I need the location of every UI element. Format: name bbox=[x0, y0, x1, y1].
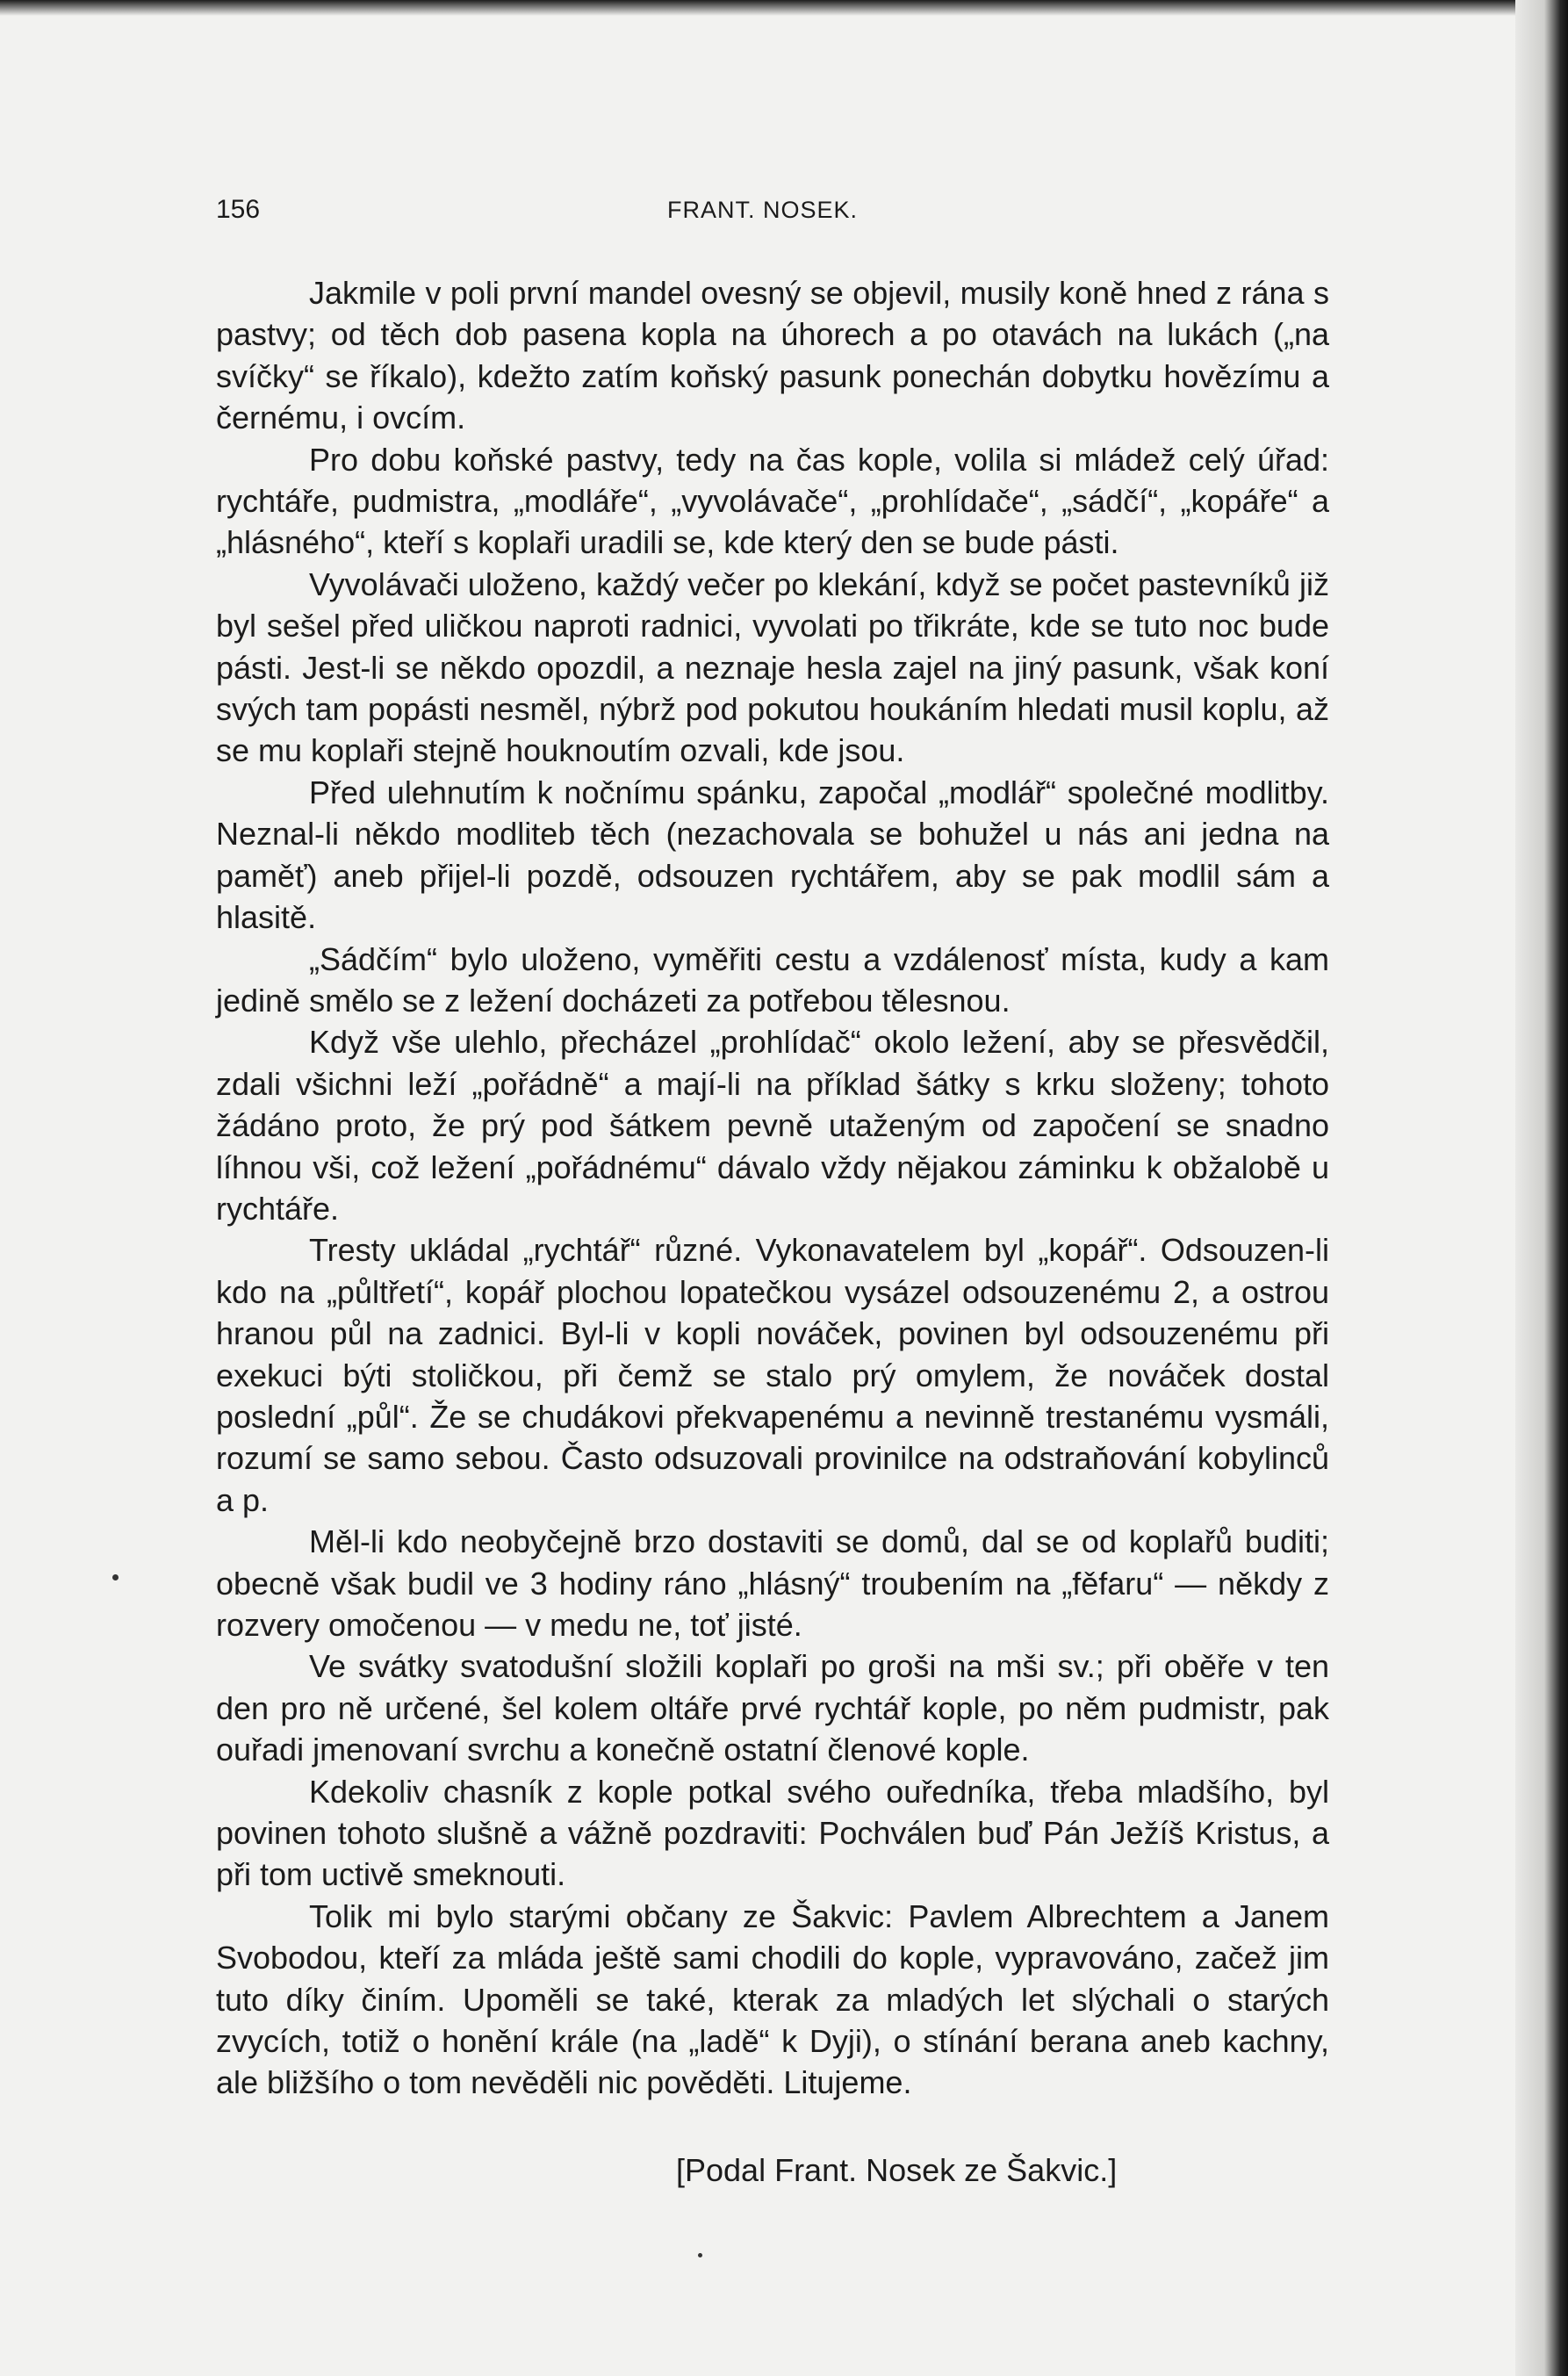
page-header bbox=[216, 195, 1357, 230]
ink-speck bbox=[112, 1574, 119, 1580]
ink-speck bbox=[698, 2253, 702, 2257]
signature: [Podal Frant. Nosek ze Šakvic.] bbox=[676, 2152, 1118, 2188]
paragraph: Ve svátky svatodušní složili koplaři po groši na mši sv.; při oběře v ten den pro ně určené, šel kolem oltáře prvé rychtář kople, po něm pudmistr, pak ouřadi jmenovaní svrchu a konečně ostatní členové kople. bbox=[216, 1648, 1329, 1768]
paragraph: Vyvolávači uloženo, každý večer po klekání, když se počet pastevníků již byl sešel před uličkou naproti radnici, vyvolati po třikráte, kde se tuto noc bude pásti. Jest-li se někdo opozdil, a neznaje hesla zajel na jiný pasunk, však koní svých tam popásti nesměl, nýbrž pod pokutou houkáním hledati musil koplu, až se mu koplaři stejně houknoutím ozvali, kde jsou. bbox=[216, 565, 1329, 769]
paragraph: Měl-li kdo neobyčejně brzo dostaviti se domů, dal se od koplařů buditi; obecně však budil ve 3 hodiny ráno „hlásný“ troubením na „fěfaru“ — někdy z rozvery omočenou — v medu ne, toť jisté. bbox=[216, 1523, 1329, 1643]
page-number: 156 bbox=[216, 195, 261, 224]
paragraph: Když vše ulehlo, přecházel „prohlídač“ okolo ležení, aby se přesvědčil, zdali všichni leží „pořádně“ a mají-li na příklad šátky s krku složeny; tohoto žádáno proto, že prý pod šátkem pevně utaženým od započení se snadno líhnou vši, což ležení „pořádnému“ dávalo vždy nějakou záminku k obžalobě u rychtáře. bbox=[216, 1024, 1329, 1227]
body-text bbox=[216, 272, 1329, 2104]
scan-page-edge bbox=[1515, 0, 1568, 2376]
paragraph: Tolik mi bylo starými občany ze Šakvic: Pavlem Albrechtem a Janem Svobodou, kteří za mláda ještě sami chodili do kople, vypravováno, začež jim tuto díky činím. Upoměli se také, kterak za mladých let slýchali o starých zvycích, totiž o honění krále (na „ladě“ k Dyji), o stínání berana aneb kachny, ale bližšího o tom nevěděli nic pověděti. Litujeme. bbox=[216, 1897, 1329, 2101]
paragraph: Pro dobu koňské pastvy, tedy na čas kople, volila si mládež celý úřad: rychtáře, pudmistra, „modláře“, „vyvolávače“, „prohlídače“, „sádčí“, „kopáře“ a „hlásného“, kteří s koplaři uradili se, kde který den se bude pásti. bbox=[216, 441, 1329, 561]
paragraph: Tresty ukládal „rychtář“ různé. Vykonavatelem byl „kopář“. Odsouzen-li kdo na „půltřetí“, kopář plochou lopatečkou vysázel odsouzenému 2, a ostrou hranou půl na zadnici. Byl-li v kopli nováček, povinen byl odsouzenému při exekuci býti stoličkou, při čemž se stalo prý omylem, že nováček dostal poslední „půl“. Že se chudákovi překvapenému a nevinně trestanému vysmáli, rozumí se samo sebou. Často odsuzovali provinilce na odstraňování kobylinců a p. bbox=[216, 1232, 1329, 1518]
scan-top-edge bbox=[0, 0, 1568, 16]
paragraph: „Sádčím“ bylo uloženo, vyměřiti cestu a vzdálenosť místa, kudy a kam jedině smělo se z ležení docházeti za potřebou tělesnou. bbox=[216, 940, 1329, 1019]
paragraph: Kdekoliv chasník z kople potkal svého ouředníka, třeba mladšího, byl povinen tohoto slušně a vážně pozdraviti: Pochválen buď Pán Ježíš Kristus, a při tom uctivě smeknouti. bbox=[216, 1773, 1329, 1893]
running-head: FRANT. NOSEK. bbox=[667, 197, 859, 223]
paragraph: Před ulehnutím k nočnímu spánku, započal „modlář“ společné modlitby. Neznal-li někdo modliteb těch (nezachovala se bohužel u nás ani jedna na paměť) aneb přijel-li pozdě, odsouzen rychtářem, aby se pak modlil sám a hlasitě. bbox=[216, 774, 1329, 936]
paragraph: Jakmile v poli první mandel ovesný se objevil, musily koně hned z rána s pastvy; od těch dob pasena kopla na úhorech a po otavách na lukách („na svíčky“ se říkalo), kdežto zatím koňský pasunk ponechán dobytku hovězímu a černému, i ovcím. bbox=[216, 275, 1329, 436]
